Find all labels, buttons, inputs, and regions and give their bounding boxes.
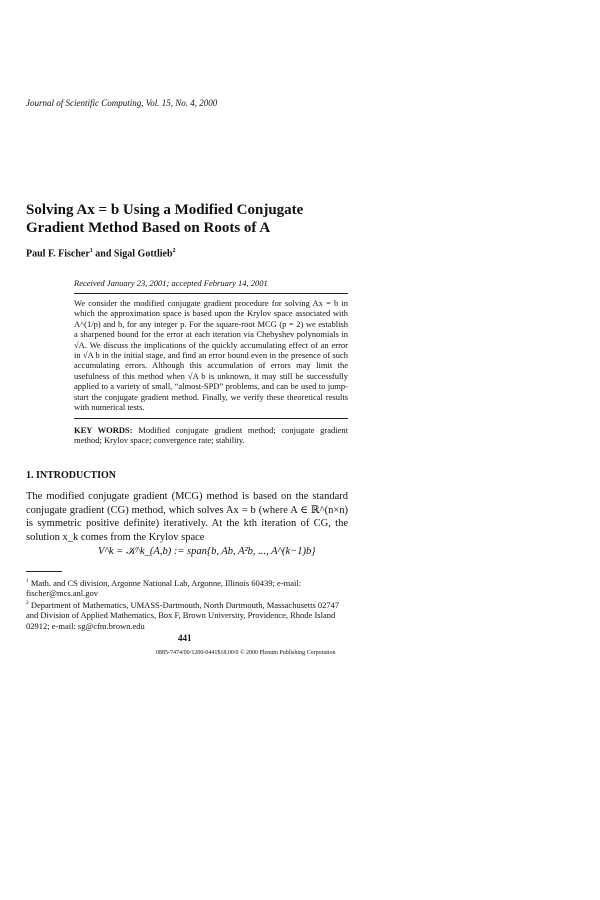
footnote-1 — [26, 576, 348, 599]
section-heading: 1. INTRODUCTION — [26, 470, 117, 481]
author-conjunction: and — [95, 248, 112, 260]
abstract: We consider the modified conjugate gradient procedure for solving Ax = b in which the approximation space is based upon the Krylov space associated with A^(1/p) and b, for any integer p. For the square-root MCG (p = 2) we establish a sharpened bound for the error at each iteration via Chebyshev polynomials in √A. We discuss the implications of the quickly accumulating effect of an error in √A b in the initial stage, and find an error bound even in the presence of such accumulating errors. Although this accumulation of errors may limit the usefulness of this method when √A b is unknown, it may still be successfully applied to a variety of small, “almost-SPD” problems, and can be used to jump-start the conjugate gradient method. Finally, we verify these theoretical results with numerical tests. — [74, 298, 348, 413]
author-1: Paul F. Fischer — [26, 248, 90, 260]
footnote-2 — [26, 598, 348, 632]
paper-title — [26, 201, 356, 237]
keywords-text: Modified conjugate gradient method; conjugate gradient method; Krylov space; convergence rate; stability. — [74, 425, 348, 446]
footnote-1-text: Math. and CS division, Argonne National Lab, Argonne, Illinois 60439; e-mail: fischer@mcs.anl.gov — [26, 577, 302, 599]
footnote-2-mark: 2 — [26, 600, 29, 606]
footnote-2-text: Department of Mathematics, UMASS-Dartmouth, North Dartmouth, Massachusetts 02747 and Division of Applied Mathematics, Box F, Brown University, Providence, Rhode Island 02912; e-mail: sg@cfm.brown.edu — [26, 599, 340, 632]
title-line-1: Solving Ax = b Using a Modified Conjugate — [26, 202, 304, 218]
abstract-top-rule — [74, 293, 348, 294]
journal-header: Journal of Scientific Computing, Vol. 15, No. 4, 2000 — [26, 98, 218, 108]
author-1-footnote-mark: 1 — [89, 248, 93, 254]
title-line-2: Gradient Method Based on Roots of A — [26, 220, 271, 236]
footnote-rule — [26, 571, 62, 572]
footnote-1-mark: 1 — [26, 578, 29, 584]
krylov-equation: V^k = 𝒦^k_(A,b) := span{b, Ab, A²b, ..., A^(k−1)b} — [98, 546, 316, 557]
keywords-label: KEY WORDS: — [74, 425, 133, 435]
keywords — [74, 425, 348, 446]
author-list — [26, 248, 176, 259]
author-2: Sigal Gottlieb — [113, 248, 173, 260]
abstract-bottom-rule — [74, 418, 348, 419]
page-number: 441 — [178, 633, 192, 643]
copyright-line: 0885-7474/00/1200-0441$18.00/0 © 2000 Plenum Publishing Corporation — [156, 650, 336, 656]
author-2-footnote-mark: 2 — [172, 248, 176, 254]
intro-paragraph: The modified conjugate gradient (MCG) method is based on the standard conjugate gradient (CG) method, which solves Ax = b (where A ∈ ℝ^(n×n) is symmetric positive definite) iteratively. At the kth iteration of CG, the solution x_k comes from the Krylov space — [26, 491, 348, 543]
received-dates: Received January 23, 2001; accepted February 14, 2001 — [74, 278, 268, 288]
